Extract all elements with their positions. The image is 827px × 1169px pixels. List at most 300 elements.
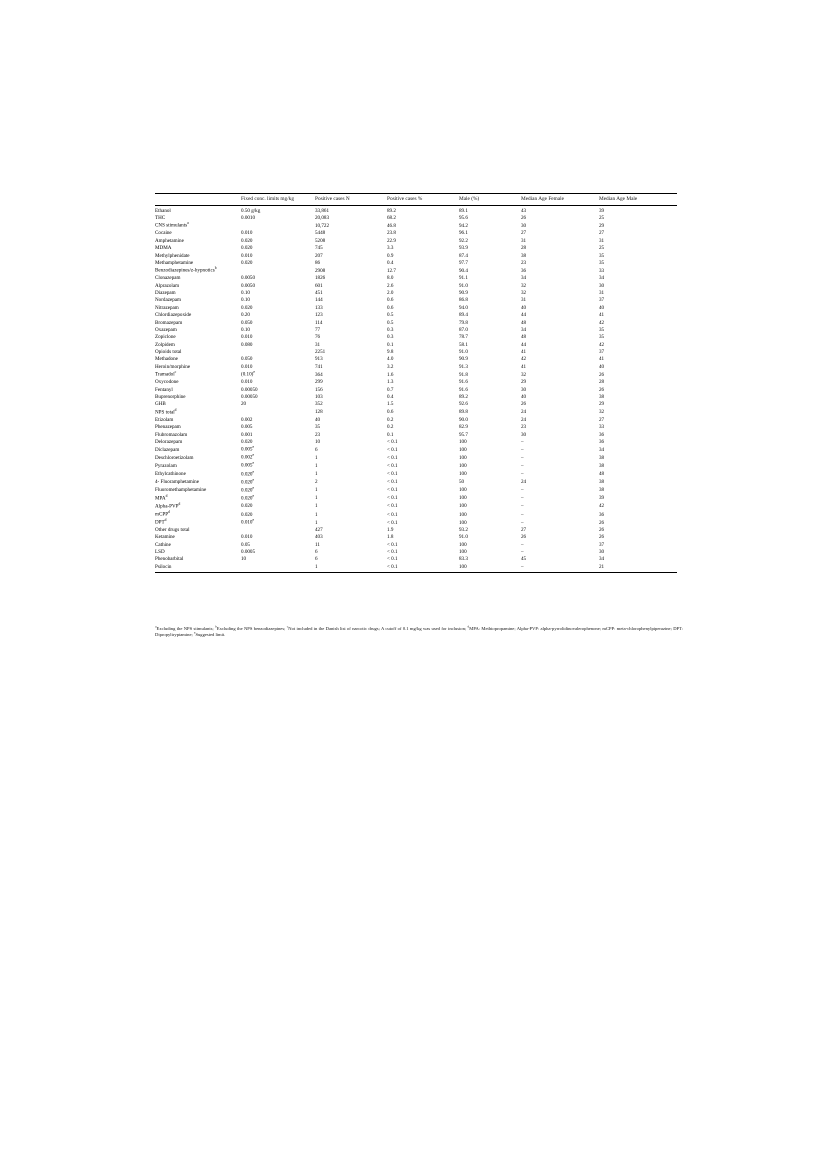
cell-fixed-limit: 0.010 — [241, 534, 253, 541]
cell-male-pct: 97.7 — [459, 259, 468, 266]
cell-substance: Zopiclone — [155, 334, 176, 341]
cell-median-age-female: 32 — [521, 282, 527, 289]
cell-median-age-female: 40 — [521, 394, 527, 401]
cell-median-age-female: 41 — [521, 363, 527, 370]
cell-fixed-limit: 0.080 — [241, 341, 253, 348]
cell-positive-n: 20,083 — [315, 214, 330, 221]
cell-positive-n: 23 — [315, 431, 321, 438]
table-row — [155, 519, 677, 527]
cell-male-pct: 100 — [459, 447, 467, 454]
table-row — [155, 364, 677, 371]
cell-fixed-limit — [241, 267, 315, 275]
col-header-substance — [155, 194, 241, 206]
table-row — [155, 556, 677, 563]
cell-positive-n: 913 — [315, 356, 323, 363]
table-row — [155, 424, 677, 431]
cell-positive-pct: < 0.1 — [387, 471, 398, 478]
cell-male-pct: 94.2 — [459, 223, 468, 230]
cell-median-age-female: 45 — [521, 556, 527, 563]
cell-substance: Cathine — [155, 541, 171, 548]
cell-male-pct: 91.3 — [459, 363, 468, 370]
cell-median-age-female: 28 — [521, 245, 527, 252]
cell-positive-n: 741 — [315, 363, 323, 370]
cell-male-pct: 90.9 — [459, 290, 468, 297]
cell-fixed-limit: $(0.10)^e$ — [241, 370, 255, 378]
cell-positive-n: 144 — [315, 297, 323, 304]
cell-median-age-male: 37 — [599, 541, 605, 548]
cell-median-age-female: 44 — [521, 312, 527, 319]
table-row — [155, 215, 677, 222]
cell-positive-n: 2 — [315, 479, 318, 486]
cell-median-age-male: 30 — [599, 549, 605, 556]
cell-fixed-limit: 0.020 — [241, 438, 253, 445]
cell-substance: Phenobarbital — [155, 556, 184, 563]
cell-median-age-female: – — [521, 463, 524, 470]
cell-fixed-limit: 0.050 — [241, 356, 253, 363]
cell-median-age-male: 21 — [599, 563, 605, 570]
cell-fixed-limit: 0.020e — [241, 485, 255, 494]
cell-positive-n: 31 — [315, 341, 321, 348]
cell-median-age-female: 41 — [521, 349, 527, 356]
table-row — [155, 439, 677, 446]
cell-fixed-limit: 0.020 — [241, 245, 253, 252]
cell-positive-n: 352 — [315, 401, 323, 408]
cell-fixed-limit: 0.0050 — [241, 275, 256, 282]
cell-male-pct: 89.4 — [459, 312, 468, 319]
col-header-median-age-female: Median Age Female — [521, 194, 599, 206]
cell-median-age-male: 25 — [599, 245, 605, 252]
cell-positive-pct: 3.3 — [387, 245, 394, 252]
cell-positive-pct: 0.5 — [387, 312, 394, 319]
footnote-text: $^a$Excluding the NPS stimulants; $^b$Excluding the NPS benzodiazepines; $^c$Not included in the Danish list of narcotic drugs; A cutoff of 0.1 mg/kg was used for inclusion; $^d$MPA: Methiopropamine; Alpha-PVP: alpha-pyrrolidinovalerophenone; mCPP: meta-chlorophenylpiperazine; DPT: Dipropyltryptamine; $^e$Suggested limit. — [155, 624, 683, 637]
cell-median-age-female: 23 — [521, 424, 527, 431]
cell-positive-pct: 2.6 — [387, 282, 394, 289]
cell-positive-pct: 0.1 — [387, 431, 394, 438]
cell-median-age-female: 43 — [521, 207, 527, 214]
cell-male-pct: 92.2 — [459, 237, 468, 244]
cell-median-age-female: – — [521, 471, 524, 478]
cell-median-age-male: 39 — [599, 207, 605, 214]
cell-median-age-male: 42 — [599, 341, 605, 348]
cell-median-age-female: 42 — [521, 356, 527, 363]
col-header-male-pct: Male (%) — [459, 194, 521, 206]
cell-median-age-female: 36 — [521, 267, 527, 274]
cell-positive-pct: 3.2 — [387, 363, 394, 370]
cell-positive-pct: < 0.1 — [387, 438, 398, 445]
cell-median-age-male: 38 — [599, 487, 605, 494]
cell-substance: Nitrazepam — [155, 304, 179, 311]
cell-median-age-female: 38 — [521, 252, 527, 259]
cell-median-age-male: 35 — [599, 326, 605, 333]
cell-fixed-limit: 0.020e — [241, 477, 255, 486]
cell-positive-pct: 0.9 — [387, 252, 394, 259]
cell-median-age-female: 29 — [521, 379, 527, 386]
cell-substance: Deschloroetizolam — [155, 455, 194, 462]
cell-substance: Ketamine — [155, 534, 175, 541]
cell-median-age-male: 38 — [599, 479, 605, 486]
cell-positive-n: 1 — [315, 463, 318, 470]
cell-male-pct: 91.0 — [459, 282, 468, 289]
cell-male-pct: 100 — [459, 563, 467, 570]
table-row — [155, 431, 677, 438]
cell-median-age-female: – — [521, 438, 524, 445]
cell-positive-pct: 1.9 — [387, 526, 394, 533]
cell-positive-n: 6 — [315, 549, 318, 556]
cell-substance: NPS total$^d$ — [155, 407, 177, 416]
table-row — [155, 394, 677, 401]
table-row — [155, 387, 677, 394]
cell-substance: CNS stimulants$^a$ — [155, 221, 189, 230]
cell-positive-n: 128 — [315, 409, 323, 416]
cell-male-pct: 91.0 — [459, 349, 468, 356]
cell-male-pct: 87.0 — [459, 326, 468, 333]
cell-positive-pct: 22.9 — [387, 237, 396, 244]
cell-male-pct: 82.9 — [459, 424, 468, 431]
cell-positive-n: 1 — [315, 455, 318, 462]
cell-substance: Chlordiazepoxide — [155, 312, 192, 319]
cell-positive-pct: < 0.1 — [387, 519, 398, 526]
cell-median-age-male: 48 — [599, 471, 605, 478]
table-row — [155, 470, 677, 478]
cell-fixed-limit — [241, 527, 315, 534]
cell-substance: Other drugs total — [155, 526, 190, 533]
cell-male-pct: 87.4 — [459, 252, 468, 259]
cell-fixed-limit: 0.05 — [241, 541, 250, 548]
cell-positive-n: 2908 — [315, 267, 326, 274]
cell-positive-pct: < 0.1 — [387, 541, 398, 548]
cell-positive-pct: 1.6 — [387, 371, 394, 378]
cell-male-pct: 91.6 — [459, 379, 468, 386]
table-row — [155, 446, 677, 454]
table-row — [155, 542, 677, 549]
cell-positive-n: 1826 — [315, 275, 326, 282]
cell-fixed-limit: 0.10 — [241, 326, 250, 333]
table-row — [155, 495, 677, 503]
table-row — [155, 252, 677, 259]
cell-positive-n: 745 — [315, 245, 323, 252]
table-row — [155, 305, 677, 312]
cell-positive-n: 6 — [315, 447, 318, 454]
cell-median-age-male: 27 — [599, 230, 605, 237]
table-row — [155, 527, 677, 534]
cell-positive-pct: 0.6 — [387, 304, 394, 311]
cell-median-age-male: 30 — [599, 282, 605, 289]
cell-positive-n: 33,861 — [315, 207, 330, 214]
cell-substance: 4- Fluoramphetamine — [155, 479, 199, 486]
cell-male-pct: 50 — [459, 479, 465, 486]
cell-median-age-male: 34 — [599, 275, 605, 282]
cell-positive-pct: 9.8 — [387, 349, 394, 356]
cell-substance: Benzodiazepines/z-hypnotics$^b$ — [155, 266, 217, 274]
cell-fixed-limit: 0.00050 — [241, 394, 258, 401]
cell-fixed-limit: 0.020 — [241, 237, 253, 244]
table-row — [155, 349, 677, 356]
cell-male-pct: 89.2 — [459, 394, 468, 401]
cell-male-pct: 95.7 — [459, 431, 468, 438]
cell-substance: MDMA — [155, 245, 172, 252]
cell-positive-pct: 2.0 — [387, 290, 394, 297]
cell-substance: Fluoromethamphetamine — [155, 487, 207, 494]
cell-median-age-male: 38 — [599, 394, 605, 401]
cell-positive-n: 40 — [315, 416, 321, 423]
cell-positive-pct: < 0.1 — [387, 556, 398, 563]
cell-positive-n: 10 — [315, 438, 321, 445]
cell-fixed-limit: 0.0010 — [241, 214, 256, 221]
cell-median-age-female: 27 — [521, 526, 527, 533]
cell-median-age-male: 26 — [599, 386, 605, 393]
cell-substance: Clonazepam — [155, 275, 181, 282]
table-row — [155, 319, 677, 326]
cell-median-age-female: 40 — [521, 304, 527, 311]
table-row — [155, 478, 677, 486]
cell-fixed-limit: 0.005e — [241, 461, 255, 470]
cell-substance: Methadone — [155, 356, 178, 363]
cell-fixed-limit: 0.005e — [241, 445, 255, 454]
cell-median-age-male: 35 — [599, 252, 605, 259]
cell-substance: DPT$^d$ — [155, 517, 167, 526]
cell-median-age-female: 30 — [521, 386, 527, 393]
cell-male-pct: 90.4 — [459, 267, 468, 274]
cell-male-pct: 89.1 — [459, 207, 468, 214]
table-row — [155, 312, 677, 319]
cell-median-age-female: 32 — [521, 371, 527, 378]
cell-positive-pct: 1.3 — [387, 379, 394, 386]
cell-median-age-female: 31 — [521, 237, 527, 244]
cell-substance: Diazepam — [155, 290, 176, 297]
cell-fixed-limit: 0.050 — [241, 319, 253, 326]
cell-substance: Oxazepam — [155, 326, 177, 333]
cell-median-age-female: – — [521, 455, 524, 462]
cell-median-age-female: 30 — [521, 431, 527, 438]
cell-substance: Diclazepam — [155, 447, 180, 454]
table-row — [155, 462, 677, 470]
table-row — [155, 245, 677, 252]
cell-substance: Methylphenidate — [155, 252, 190, 259]
cell-positive-n: 207 — [315, 252, 323, 259]
cell-male-pct: 100 — [459, 438, 467, 445]
table-row — [155, 511, 677, 519]
cell-positive-n: 77 — [315, 326, 321, 333]
table-row — [155, 401, 677, 408]
col-header-positive-pct: Positive cases % — [387, 194, 459, 206]
cell-substance: Bromazepam — [155, 319, 183, 326]
cell-substance: Opioids total — [155, 349, 182, 356]
cell-median-age-male: 35 — [599, 259, 605, 266]
table-header — [155, 194, 677, 206]
cell-median-age-female: – — [521, 519, 524, 526]
cell-median-age-female: – — [521, 503, 524, 510]
cell-male-pct: 100 — [459, 541, 467, 548]
cell-median-age-male: 34 — [599, 447, 605, 454]
cell-fixed-limit: 0.0050 — [241, 282, 256, 289]
table-row — [155, 297, 677, 304]
cell-substance: Psilocin — [155, 563, 172, 570]
cell-median-age-male: 37 — [599, 349, 605, 356]
cell-positive-n: 133 — [315, 304, 323, 311]
cell-median-age-male: 26 — [599, 534, 605, 541]
cell-median-age-male: 32 — [599, 409, 605, 416]
table-row — [155, 342, 677, 349]
table-row — [155, 487, 677, 495]
cell-fixed-limit: 0.20 — [241, 312, 250, 319]
cell-positive-pct: 0.3 — [387, 326, 394, 333]
cell-median-age-female: – — [521, 541, 524, 548]
cell-fixed-limit: 0.010e — [241, 517, 255, 526]
cell-male-pct: 91.6 — [459, 386, 468, 393]
cell-substance: Phenazepam — [155, 424, 181, 431]
cell-male-pct: 100 — [459, 487, 467, 494]
cell-median-age-male: 37 — [599, 297, 605, 304]
cell-median-age-male: 40 — [599, 304, 605, 311]
cell-substance: Fentanyl — [155, 386, 173, 393]
cell-median-age-male: 38 — [599, 455, 605, 462]
cell-median-age-male: 26 — [599, 526, 605, 533]
cell-fixed-limit: 0.10 — [241, 290, 250, 297]
cell-substance: Nordazepam — [155, 297, 182, 304]
cell-positive-n: 5208 — [315, 237, 326, 244]
cell-positive-pct: < 0.1 — [387, 503, 398, 510]
cell-median-age-male: 33 — [599, 424, 605, 431]
table-row — [155, 549, 677, 556]
cell-substance: Flubromazolam — [155, 431, 188, 438]
cell-positive-pct: 0.4 — [387, 259, 394, 266]
cell-fixed-limit — [241, 409, 315, 417]
cell-fixed-limit: 0.010 — [241, 334, 253, 341]
cell-positive-n: 156 — [315, 386, 323, 393]
cell-positive-n: 364 — [315, 371, 323, 378]
table-row — [155, 356, 677, 363]
cell-median-age-male: 28 — [599, 379, 605, 386]
cell-fixed-limit: 0.020 — [241, 304, 253, 311]
cell-positive-pct: < 0.1 — [387, 563, 398, 570]
table-row — [155, 283, 677, 290]
cell-median-age-male: 34 — [599, 556, 605, 563]
cell-positive-pct: < 0.1 — [387, 495, 398, 502]
cell-male-pct: 100 — [459, 511, 467, 518]
cell-positive-n: 1 — [315, 511, 318, 518]
cell-median-age-male: 36 — [599, 431, 605, 438]
cell-positive-pct: 0.7 — [387, 386, 394, 393]
cell-fixed-limit: 0.002e — [241, 453, 255, 462]
cell-male-pct: 94.0 — [459, 304, 468, 311]
cell-positive-pct: < 0.1 — [387, 549, 398, 556]
cell-median-age-male: 26 — [599, 519, 605, 526]
cell-positive-n: 114 — [315, 319, 323, 326]
cell-median-age-male: 39 — [599, 495, 605, 502]
cell-median-age-male: 25 — [599, 214, 605, 221]
cell-median-age-female: 48 — [521, 334, 527, 341]
cell-positive-pct: 0.2 — [387, 416, 394, 423]
cell-median-age-male: 31 — [599, 290, 605, 297]
cell-positive-n: 1 — [315, 563, 318, 570]
cell-positive-n: 86 — [315, 259, 321, 266]
cell-positive-pct: 0.6 — [387, 297, 394, 304]
cell-median-age-female: – — [521, 487, 524, 494]
cell-fixed-limit: 0.001 — [241, 431, 253, 438]
cell-positive-pct: < 0.1 — [387, 487, 398, 494]
cell-male-pct: 100 — [459, 549, 467, 556]
cell-male-pct: 91.8 — [459, 371, 468, 378]
table-row — [155, 379, 677, 386]
cell-substance: Zolpidem — [155, 341, 175, 348]
cell-positive-n: 10,722 — [315, 223, 330, 230]
table-row — [155, 238, 677, 245]
cell-positive-n: 451 — [315, 290, 323, 297]
table-row — [155, 230, 677, 237]
cell-fixed-limit: 20 — [241, 401, 247, 408]
cell-male-pct: 100 — [459, 495, 467, 502]
cell-male-pct: 90.0 — [459, 416, 468, 423]
cell-median-age-male: 26 — [599, 371, 605, 378]
cell-median-age-female: 26 — [521, 534, 527, 541]
cell-positive-pct: 68.2 — [387, 214, 396, 221]
cell-median-age-female: 24 — [521, 479, 527, 486]
cell-positive-n: 1 — [315, 471, 318, 478]
cell-substance: Etizolam — [155, 416, 174, 423]
col-header-fixed-limits: Fixed conc. limits mg/kg — [241, 194, 315, 206]
table-row — [155, 503, 677, 511]
cell-substance: Tramadol$^c$ — [155, 370, 177, 378]
table-row — [155, 275, 677, 282]
col-header-median-age-male: Median Age Male — [599, 194, 677, 206]
cell-substance: Cocaine — [155, 230, 172, 237]
cell-positive-n: 1 — [315, 503, 318, 510]
cell-positive-n: 123 — [315, 312, 323, 319]
cell-substance: Heroin/morphine — [155, 363, 191, 370]
cell-median-age-female: – — [521, 511, 524, 518]
table-row — [155, 454, 677, 462]
cell-median-age-female: 24 — [521, 416, 527, 423]
cell-median-age-male: 41 — [599, 356, 605, 363]
cell-median-age-female: 32 — [521, 290, 527, 297]
cell-median-age-female: 27 — [521, 230, 527, 237]
cell-male-pct: 89.8 — [459, 409, 468, 416]
cell-positive-n: 299 — [315, 379, 323, 386]
cell-positive-pct: 12.7 — [387, 267, 396, 274]
cell-median-age-female: 34 — [521, 275, 527, 282]
cell-substance: MPA$^d$ — [155, 493, 168, 502]
col-header-positive-n: Positive cases N — [315, 194, 387, 206]
cell-median-age-male: 29 — [599, 223, 605, 230]
cell-substance: Buprenorphine — [155, 394, 186, 401]
cell-positive-pct: 46.8 — [387, 223, 396, 230]
table-row — [155, 260, 677, 267]
cell-median-age-female: 23 — [521, 259, 527, 266]
table-row — [155, 290, 677, 297]
cell-substance: GHB — [155, 401, 166, 408]
table-row — [155, 534, 677, 541]
cell-male-pct: 92.6 — [459, 401, 468, 408]
cell-fixed-limit: 0.002 — [241, 416, 253, 423]
cell-substance: THC — [155, 214, 166, 221]
cell-median-age-female: – — [521, 563, 524, 570]
cell-fixed-limit: 0.010 — [241, 230, 253, 237]
cell-positive-n: 103 — [315, 394, 323, 401]
cell-positive-n: 6 — [315, 556, 318, 563]
cell-fixed-limit — [241, 349, 315, 356]
table — [155, 193, 677, 573]
cell-median-age-male: 31 — [599, 237, 605, 244]
cell-median-age-male: 33 — [599, 267, 605, 274]
cell-median-age-female: 44 — [521, 341, 527, 348]
cell-positive-n: 1 — [315, 519, 318, 526]
cell-male-pct: 100 — [459, 519, 467, 526]
cell-substance: Oxycodone — [155, 379, 179, 386]
cell-median-age-female: – — [521, 549, 524, 556]
cell-positive-n: 5448 — [315, 230, 326, 237]
cell-fixed-limit: 0.020 — [241, 503, 253, 510]
cell-substance: LSD — [155, 549, 165, 556]
